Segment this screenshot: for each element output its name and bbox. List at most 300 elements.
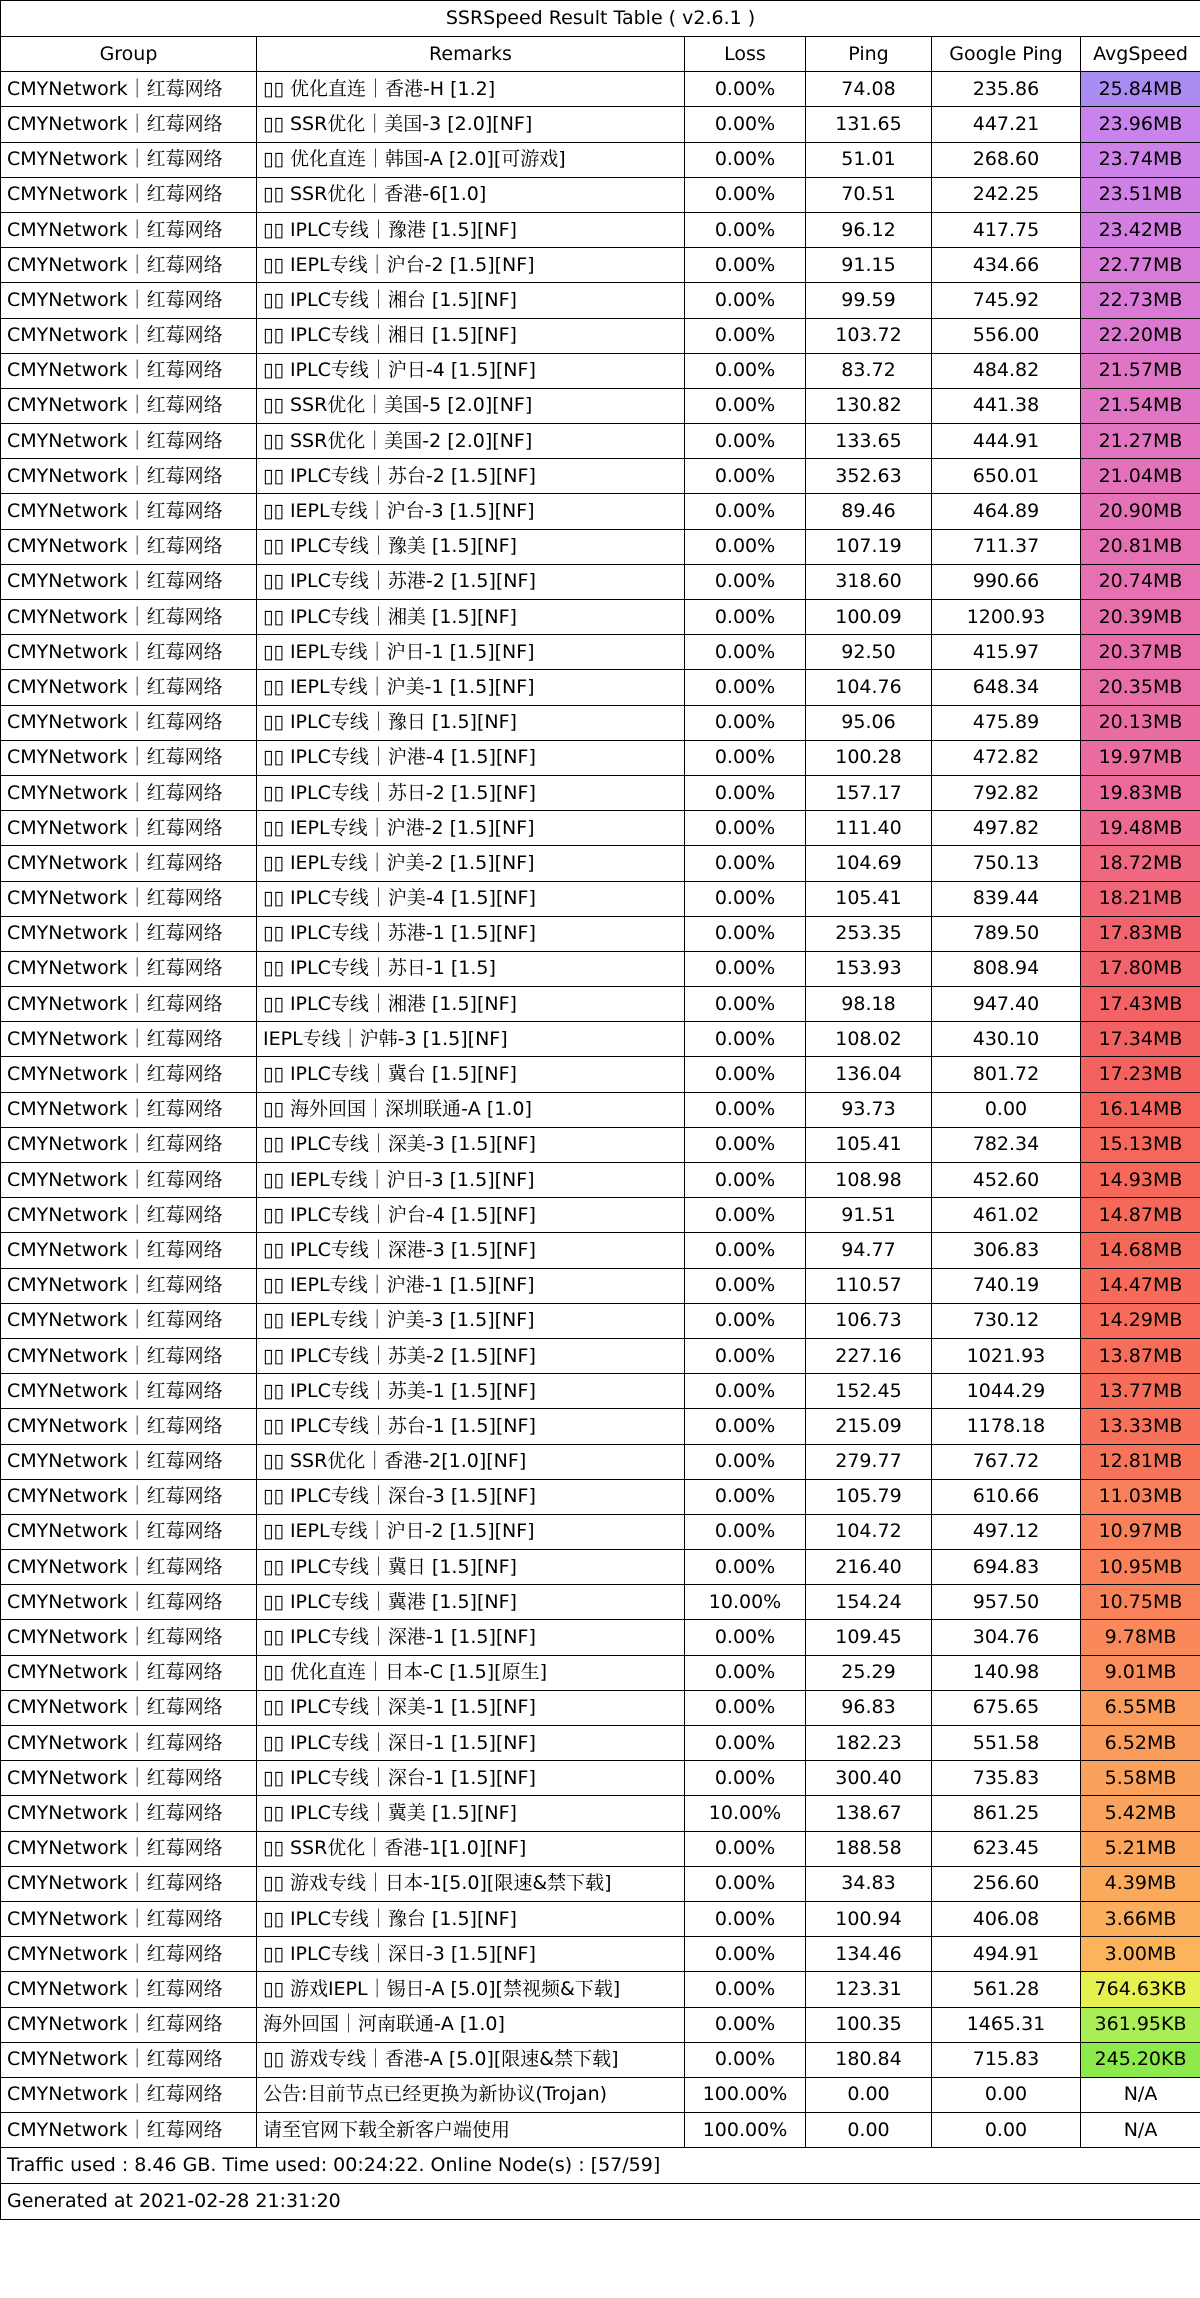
cell-loss: 0.00% (685, 494, 806, 529)
cell-remarks: ▯▯ SSR优化｜美国-5 [2.0][NF] (257, 388, 685, 423)
cell-google-ping: 801.72 (932, 1057, 1081, 1092)
table-row (1, 951, 1200, 986)
table-row (1, 177, 1200, 212)
cell-google-ping: 0.00 (932, 2077, 1081, 2112)
cell-google-ping: 730.12 (932, 1303, 1081, 1338)
cell-avg-speed: 15.13MB (1081, 1127, 1200, 1162)
cell-avg-speed: 21.27MB (1081, 424, 1200, 459)
cell-avg-speed: 21.04MB (1081, 459, 1200, 494)
cell-loss: 0.00% (685, 846, 806, 881)
cell-loss: 0.00% (685, 1972, 806, 2007)
cell-ping: 133.65 (806, 424, 932, 459)
cell-loss: 0.00% (685, 1338, 806, 1373)
cell-avg-speed: 13.33MB (1081, 1409, 1200, 1444)
cell-remarks: ▯▯ IPLC专线｜苏港-1 [1.5][NF] (257, 916, 685, 951)
table-row (1, 1444, 1200, 1479)
cell-group: CMYNetwork｜红莓网络 (1, 2113, 257, 2148)
cell-ping: 94.77 (806, 1233, 932, 1268)
cell-ping: 104.69 (806, 846, 932, 881)
cell-google-ping: 441.38 (932, 388, 1081, 423)
cell-remarks: ▯▯ IPLC专线｜豫美 [1.5][NF] (257, 529, 685, 564)
cell-group: CMYNetwork｜红莓网络 (1, 916, 257, 951)
cell-loss: 0.00% (685, 1409, 806, 1444)
table-row (1, 916, 1200, 951)
cell-remarks: IEPL专线｜沪韩-3 [1.5][NF] (257, 1022, 685, 1057)
cell-avg-speed: 20.35MB (1081, 670, 1200, 705)
table-row (1, 142, 1200, 177)
cell-google-ping: 782.34 (932, 1127, 1081, 1162)
footer-generated: Generated at 2021-02-28 21:31:20 (1, 2184, 1200, 2220)
cell-avg-speed: 17.43MB (1081, 987, 1200, 1022)
cell-ping: 91.51 (806, 1198, 932, 1233)
cell-loss: 0.00% (685, 283, 806, 318)
cell-loss: 0.00% (685, 529, 806, 564)
cell-remarks: ▯▯ 优化直连｜日本-C [1.5][原生] (257, 1655, 685, 1690)
cell-avg-speed: 14.87MB (1081, 1198, 1200, 1233)
cell-google-ping: 494.91 (932, 1937, 1081, 1972)
cell-group: CMYNetwork｜红莓网络 (1, 2077, 257, 2112)
cell-remarks: ▯▯ SSR优化｜香港-2[1.0][NF] (257, 1444, 685, 1479)
cell-remarks: ▯▯ IPLC专线｜沪美-4 [1.5][NF] (257, 881, 685, 916)
table-row (1, 1127, 1200, 1162)
cell-avg-speed: N/A (1081, 2077, 1200, 2112)
cell-avg-speed: 245.20KB (1081, 2042, 1200, 2077)
cell-loss: 0.00% (685, 1268, 806, 1303)
cell-google-ping: 623.45 (932, 1831, 1081, 1866)
table-row (1, 1972, 1200, 2007)
cell-remarks: ▯▯ IPLC专线｜冀港 [1.5][NF] (257, 1585, 685, 1620)
cell-remarks: ▯▯ IPLC专线｜沪日-4 [1.5][NF] (257, 353, 685, 388)
cell-ping: 131.65 (806, 107, 932, 142)
cell-avg-speed: 20.37MB (1081, 635, 1200, 670)
cell-avg-speed: 18.21MB (1081, 881, 1200, 916)
cell-remarks: ▯▯ IPLC专线｜深美-1 [1.5][NF] (257, 1690, 685, 1725)
header-avg-speed: AvgSpeed (1081, 37, 1200, 72)
cell-loss: 0.00% (685, 1198, 806, 1233)
cell-google-ping: 256.60 (932, 1866, 1081, 1901)
cell-remarks: ▯▯ SSR优化｜美国-3 [2.0][NF] (257, 107, 685, 142)
cell-avg-speed: N/A (1081, 2113, 1200, 2148)
cell-loss: 0.00% (685, 1374, 806, 1409)
cell-remarks: ▯▯ IPLC专线｜冀日 [1.5][NF] (257, 1550, 685, 1585)
cell-loss: 0.00% (685, 459, 806, 494)
table-row (1, 740, 1200, 775)
cell-avg-speed: 23.42MB (1081, 212, 1200, 247)
cell-avg-speed: 21.57MB (1081, 353, 1200, 388)
cell-loss: 100.00% (685, 2113, 806, 2148)
cell-google-ping: 792.82 (932, 775, 1081, 810)
table-row (1, 107, 1200, 142)
cell-loss: 0.00% (685, 177, 806, 212)
table-row (1, 1479, 1200, 1514)
cell-ping: 105.41 (806, 881, 932, 916)
cell-group: CMYNetwork｜红莓网络 (1, 600, 257, 635)
cell-loss: 0.00% (685, 1690, 806, 1725)
cell-google-ping: 447.21 (932, 107, 1081, 142)
table-row (1, 1550, 1200, 1585)
cell-loss: 0.00% (685, 1937, 806, 1972)
table-row (1, 2007, 1200, 2042)
title-row (1, 1, 1200, 37)
footer-summary: Traffic used : 8.46 GB. Time used: 00:24:22. Online Node(s) : [57/59] (1, 2148, 1200, 2184)
table-row (1, 1690, 1200, 1725)
cell-group: CMYNetwork｜红莓网络 (1, 107, 257, 142)
cell-group: CMYNetwork｜红莓网络 (1, 881, 257, 916)
cell-group: CMYNetwork｜红莓网络 (1, 635, 257, 670)
table-row (1, 670, 1200, 705)
cell-group: CMYNetwork｜红莓网络 (1, 1690, 257, 1725)
cell-ping: 103.72 (806, 318, 932, 353)
cell-group: CMYNetwork｜红莓网络 (1, 846, 257, 881)
cell-ping: 152.45 (806, 1374, 932, 1409)
cell-group: CMYNetwork｜红莓网络 (1, 1409, 257, 1444)
cell-loss: 0.00% (685, 881, 806, 916)
cell-avg-speed: 17.23MB (1081, 1057, 1200, 1092)
cell-group: CMYNetwork｜红莓网络 (1, 1514, 257, 1549)
cell-group: CMYNetwork｜红莓网络 (1, 424, 257, 459)
cell-remarks: ▯▯ IPLC专线｜苏台-2 [1.5][NF] (257, 459, 685, 494)
cell-avg-speed: 4.39MB (1081, 1866, 1200, 1901)
cell-remarks: ▯▯ IPLC专线｜深港-1 [1.5][NF] (257, 1620, 685, 1655)
cell-remarks: ▯▯ IPLC专线｜深台-3 [1.5][NF] (257, 1479, 685, 1514)
cell-google-ping: 715.83 (932, 2042, 1081, 2077)
cell-ping: 95.06 (806, 705, 932, 740)
cell-google-ping: 444.91 (932, 424, 1081, 459)
cell-avg-speed: 21.54MB (1081, 388, 1200, 423)
cell-group: CMYNetwork｜红莓网络 (1, 1796, 257, 1831)
cell-remarks: 公告:目前节点已经更换为新协议(Trojan) (257, 2077, 685, 2112)
cell-loss: 0.00% (685, 1655, 806, 1690)
cell-loss: 0.00% (685, 775, 806, 810)
cell-ping: 25.29 (806, 1655, 932, 1690)
cell-ping: 136.04 (806, 1057, 932, 1092)
cell-loss: 0.00% (685, 811, 806, 846)
cell-google-ping: 1200.93 (932, 600, 1081, 635)
cell-loss: 0.00% (685, 353, 806, 388)
table-row (1, 529, 1200, 564)
cell-group: CMYNetwork｜红莓网络 (1, 1444, 257, 1479)
cell-google-ping: 556.00 (932, 318, 1081, 353)
cell-remarks: ▯▯ IPLC专线｜豫台 [1.5][NF] (257, 1901, 685, 1936)
cell-group: CMYNetwork｜红莓网络 (1, 212, 257, 247)
cell-group: CMYNetwork｜红莓网络 (1, 1163, 257, 1198)
cell-google-ping: 304.76 (932, 1620, 1081, 1655)
cell-ping: 106.73 (806, 1303, 932, 1338)
header-ping: Ping (806, 37, 932, 72)
cell-loss: 0.00% (685, 740, 806, 775)
table-row (1, 1866, 1200, 1901)
cell-google-ping: 268.60 (932, 142, 1081, 177)
cell-ping: 96.83 (806, 1690, 932, 1725)
cell-group: CMYNetwork｜红莓网络 (1, 1831, 257, 1866)
cell-ping: 0.00 (806, 2113, 932, 2148)
cell-ping: 227.16 (806, 1338, 932, 1373)
table-row (1, 600, 1200, 635)
cell-loss: 0.00% (685, 107, 806, 142)
cell-avg-speed: 20.90MB (1081, 494, 1200, 529)
cell-ping: 0.00 (806, 2077, 932, 2112)
cell-avg-speed: 14.47MB (1081, 1268, 1200, 1303)
cell-group: CMYNetwork｜红莓网络 (1, 1233, 257, 1268)
cell-loss: 100.00% (685, 2077, 806, 2112)
table-row (1, 1726, 1200, 1761)
cell-google-ping: 694.83 (932, 1550, 1081, 1585)
cell-google-ping: 1044.29 (932, 1374, 1081, 1409)
cell-remarks: ▯▯ IPLC专线｜苏日-2 [1.5][NF] (257, 775, 685, 810)
cell-loss: 0.00% (685, 424, 806, 459)
cell-avg-speed: 22.20MB (1081, 318, 1200, 353)
cell-remarks: ▯▯ 游戏专线｜香港-A [5.0][限速&禁下载] (257, 2042, 685, 2077)
cell-remarks: ▯▯ IPLC专线｜苏日-1 [1.5] (257, 951, 685, 986)
cell-remarks: ▯▯ IPLC专线｜沪台-4 [1.5][NF] (257, 1198, 685, 1233)
cell-remarks: ▯▯ IPLC专线｜沪港-4 [1.5][NF] (257, 740, 685, 775)
cell-ping: 110.57 (806, 1268, 932, 1303)
table-row (1, 846, 1200, 881)
cell-remarks: ▯▯ IPLC专线｜湘台 [1.5][NF] (257, 283, 685, 318)
table-row (1, 1233, 1200, 1268)
cell-ping: 108.98 (806, 1163, 932, 1198)
cell-google-ping: 561.28 (932, 1972, 1081, 2007)
cell-loss: 0.00% (685, 916, 806, 951)
table-row (1, 705, 1200, 740)
cell-ping: 104.76 (806, 670, 932, 705)
cell-loss: 0.00% (685, 1303, 806, 1338)
cell-ping: 91.15 (806, 248, 932, 283)
cell-ping: 105.41 (806, 1127, 932, 1162)
cell-google-ping: 839.44 (932, 881, 1081, 916)
cell-google-ping: 406.08 (932, 1901, 1081, 1936)
cell-ping: 109.45 (806, 1620, 932, 1655)
cell-group: CMYNetwork｜红莓网络 (1, 1655, 257, 1690)
header-google-ping: Google Ping (932, 37, 1081, 72)
cell-loss: 0.00% (685, 1726, 806, 1761)
cell-ping: 182.23 (806, 1726, 932, 1761)
cell-google-ping: 497.82 (932, 811, 1081, 846)
cell-ping: 98.18 (806, 987, 932, 1022)
cell-group: CMYNetwork｜红莓网络 (1, 775, 257, 810)
cell-remarks: ▯▯ IEPL专线｜沪台-3 [1.5][NF] (257, 494, 685, 529)
cell-loss: 0.00% (685, 1866, 806, 1901)
cell-google-ping: 472.82 (932, 740, 1081, 775)
table-row (1, 881, 1200, 916)
header-remarks: Remarks (257, 37, 685, 72)
cell-ping: 279.77 (806, 1444, 932, 1479)
cell-google-ping: 497.12 (932, 1514, 1081, 1549)
table-row (1, 1198, 1200, 1233)
cell-google-ping: 711.37 (932, 529, 1081, 564)
cell-avg-speed: 11.03MB (1081, 1479, 1200, 1514)
table-row (1, 1761, 1200, 1796)
cell-group: CMYNetwork｜红莓网络 (1, 951, 257, 986)
cell-loss: 0.00% (685, 2042, 806, 2077)
cell-loss: 0.00% (685, 1444, 806, 1479)
cell-avg-speed: 6.52MB (1081, 1726, 1200, 1761)
cell-group: CMYNetwork｜红莓网络 (1, 1092, 257, 1127)
cell-ping: 105.79 (806, 1479, 932, 1514)
cell-google-ping: 306.83 (932, 1233, 1081, 1268)
cell-group: CMYNetwork｜红莓网络 (1, 459, 257, 494)
header-row (1, 37, 1200, 72)
cell-ping: 100.09 (806, 600, 932, 635)
cell-avg-speed: 19.48MB (1081, 811, 1200, 846)
cell-remarks: ▯▯ IPLC专线｜苏台-1 [1.5][NF] (257, 1409, 685, 1444)
cell-google-ping: 745.92 (932, 283, 1081, 318)
cell-avg-speed: 10.97MB (1081, 1514, 1200, 1549)
cell-group: CMYNetwork｜红莓网络 (1, 1022, 257, 1057)
cell-loss: 0.00% (685, 72, 806, 107)
cell-group: CMYNetwork｜红莓网络 (1, 1550, 257, 1585)
table-row (1, 2042, 1200, 2077)
table-row (1, 388, 1200, 423)
cell-loss: 0.00% (685, 212, 806, 247)
cell-loss: 0.00% (685, 564, 806, 599)
cell-google-ping: 417.75 (932, 212, 1081, 247)
cell-remarks: 请至官网下载全新客户端使用 (257, 2113, 685, 2148)
cell-remarks: ▯▯ SSR优化｜香港-6[1.0] (257, 177, 685, 212)
cell-avg-speed: 764.63KB (1081, 1972, 1200, 2007)
cell-google-ping: 750.13 (932, 846, 1081, 881)
cell-ping: 300.40 (806, 1761, 932, 1796)
table-row (1, 635, 1200, 670)
cell-remarks: ▯▯ IPLC专线｜湘港 [1.5][NF] (257, 987, 685, 1022)
cell-avg-speed: 6.55MB (1081, 1690, 1200, 1725)
cell-avg-speed: 17.83MB (1081, 916, 1200, 951)
cell-ping: 100.28 (806, 740, 932, 775)
table-row (1, 283, 1200, 318)
cell-loss: 0.00% (685, 388, 806, 423)
table-row (1, 1585, 1200, 1620)
cell-loss: 0.00% (685, 2007, 806, 2042)
cell-remarks: ▯▯ IPLC专线｜冀台 [1.5][NF] (257, 1057, 685, 1092)
cell-avg-speed: 10.95MB (1081, 1550, 1200, 1585)
cell-google-ping: 861.25 (932, 1796, 1081, 1831)
cell-google-ping: 461.02 (932, 1198, 1081, 1233)
cell-ping: 108.02 (806, 1022, 932, 1057)
cell-ping: 70.51 (806, 177, 932, 212)
table-row (1, 1409, 1200, 1444)
cell-group: CMYNetwork｜红莓网络 (1, 1937, 257, 1972)
cell-google-ping: 1021.93 (932, 1338, 1081, 1373)
cell-loss: 0.00% (685, 248, 806, 283)
cell-avg-speed: 12.81MB (1081, 1444, 1200, 1479)
table-row (1, 494, 1200, 529)
cell-group: CMYNetwork｜红莓网络 (1, 1585, 257, 1620)
cell-loss: 0.00% (685, 705, 806, 740)
cell-loss: 0.00% (685, 1831, 806, 1866)
cell-group: CMYNetwork｜红莓网络 (1, 1479, 257, 1514)
cell-avg-speed: 361.95KB (1081, 2007, 1200, 2042)
cell-ping: 51.01 (806, 142, 932, 177)
cell-loss: 0.00% (685, 1550, 806, 1585)
table-row (1, 811, 1200, 846)
cell-group: CMYNetwork｜红莓网络 (1, 740, 257, 775)
cell-group: CMYNetwork｜红莓网络 (1, 1198, 257, 1233)
cell-loss: 0.00% (685, 318, 806, 353)
cell-group: CMYNetwork｜红莓网络 (1, 388, 257, 423)
cell-loss: 10.00% (685, 1796, 806, 1831)
cell-ping: 83.72 (806, 353, 932, 388)
cell-loss: 0.00% (685, 987, 806, 1022)
cell-ping: 74.08 (806, 72, 932, 107)
cell-loss: 0.00% (685, 951, 806, 986)
cell-avg-speed: 19.97MB (1081, 740, 1200, 775)
cell-avg-speed: 23.96MB (1081, 107, 1200, 142)
table-row (1, 2113, 1200, 2148)
cell-ping: 99.59 (806, 283, 932, 318)
cell-avg-speed: 18.72MB (1081, 846, 1200, 881)
cell-ping: 215.09 (806, 1409, 932, 1444)
cell-remarks: ▯▯ IEPL专线｜沪港-1 [1.5][NF] (257, 1268, 685, 1303)
cell-avg-speed: 5.58MB (1081, 1761, 1200, 1796)
cell-ping: 92.50 (806, 635, 932, 670)
table-row (1, 1514, 1200, 1549)
cell-google-ping: 430.10 (932, 1022, 1081, 1057)
cell-remarks: ▯▯ IEPL专线｜沪美-3 [1.5][NF] (257, 1303, 685, 1338)
cell-google-ping: 235.86 (932, 72, 1081, 107)
cell-ping: 138.67 (806, 1796, 932, 1831)
table-row (1, 318, 1200, 353)
table-row (1, 1901, 1200, 1936)
cell-group: CMYNetwork｜红莓网络 (1, 564, 257, 599)
cell-google-ping: 947.40 (932, 987, 1081, 1022)
cell-remarks: ▯▯ IEPL专线｜沪日-2 [1.5][NF] (257, 1514, 685, 1549)
cell-group: CMYNetwork｜红莓网络 (1, 72, 257, 107)
cell-group: CMYNetwork｜红莓网络 (1, 353, 257, 388)
cell-group: CMYNetwork｜红莓网络 (1, 705, 257, 740)
cell-remarks: ▯▯ IPLC专线｜苏美-1 [1.5][NF] (257, 1374, 685, 1409)
cell-remarks: ▯▯ IEPL专线｜沪美-1 [1.5][NF] (257, 670, 685, 705)
table-row (1, 1303, 1200, 1338)
cell-avg-speed: 20.74MB (1081, 564, 1200, 599)
table-row (1, 1831, 1200, 1866)
cell-avg-speed: 9.78MB (1081, 1620, 1200, 1655)
cell-group: CMYNetwork｜红莓网络 (1, 1374, 257, 1409)
table-row (1, 248, 1200, 283)
cell-remarks: ▯▯ SSR优化｜美国-2 [2.0][NF] (257, 424, 685, 459)
cell-google-ping: 990.66 (932, 564, 1081, 599)
cell-google-ping: 0.00 (932, 1092, 1081, 1127)
cell-loss: 0.00% (685, 1092, 806, 1127)
cell-loss: 0.00% (685, 142, 806, 177)
cell-avg-speed: 23.51MB (1081, 177, 1200, 212)
table-row (1, 1937, 1200, 1972)
cell-google-ping: 0.00 (932, 2113, 1081, 2148)
footer-row (1, 2184, 1200, 2220)
cell-loss: 0.00% (685, 1163, 806, 1198)
cell-remarks: ▯▯ IPLC专线｜冀美 [1.5][NF] (257, 1796, 685, 1831)
table-row (1, 1655, 1200, 1690)
cell-remarks: ▯▯ IPLC专线｜深日-3 [1.5][NF] (257, 1937, 685, 1972)
cell-avg-speed: 20.13MB (1081, 705, 1200, 740)
table-row (1, 2077, 1200, 2112)
table-row (1, 1338, 1200, 1373)
cell-avg-speed: 14.93MB (1081, 1163, 1200, 1198)
cell-ping: 34.83 (806, 1866, 932, 1901)
cell-ping: 130.82 (806, 388, 932, 423)
table-row (1, 424, 1200, 459)
cell-remarks: ▯▯ IPLC专线｜深台-1 [1.5][NF] (257, 1761, 685, 1796)
table-row (1, 72, 1200, 107)
cell-google-ping: 242.25 (932, 177, 1081, 212)
cell-google-ping: 767.72 (932, 1444, 1081, 1479)
cell-loss: 0.00% (685, 1057, 806, 1092)
cell-google-ping: 1178.18 (932, 1409, 1081, 1444)
cell-avg-speed: 17.34MB (1081, 1022, 1200, 1057)
cell-group: CMYNetwork｜红莓网络 (1, 177, 257, 212)
cell-avg-speed: 13.87MB (1081, 1338, 1200, 1373)
cell-group: CMYNetwork｜红莓网络 (1, 1901, 257, 1936)
cell-avg-speed: 23.74MB (1081, 142, 1200, 177)
